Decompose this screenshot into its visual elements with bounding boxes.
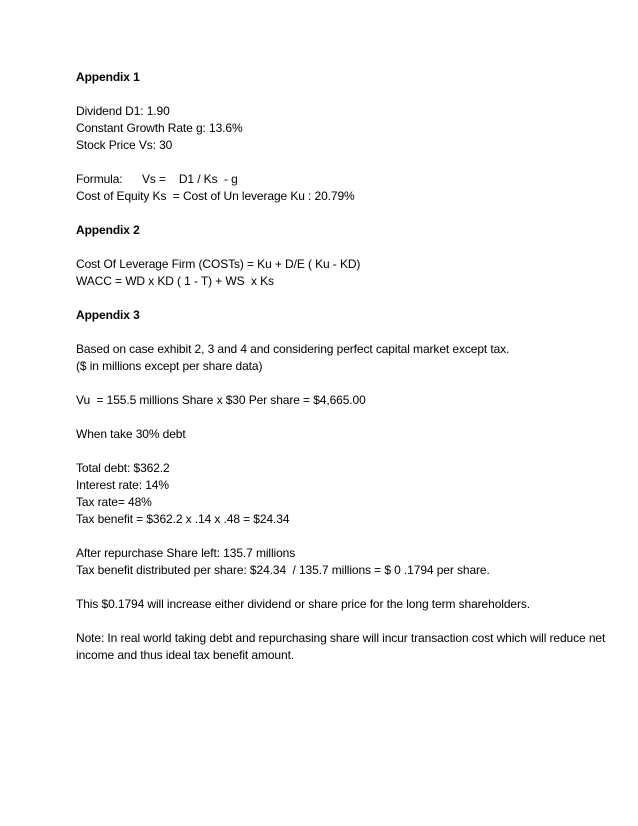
total-debt-line: Total debt: $362.2 xyxy=(76,461,170,475)
spacer xyxy=(76,154,616,171)
unlevered-value-line: Vu = 155.5 millions Share x $30 Per share = $4,665.00 xyxy=(76,393,366,407)
basis-line: Based on case exhibit 2, 3 and 4 and considering perfect capital market except tax. xyxy=(76,342,510,356)
spacer xyxy=(76,239,616,256)
cost-of-leverage-line: Cost Of Leverage Firm (COSTs) = Ku + D/E ( Ku - KD) xyxy=(76,257,361,271)
formula-line: Formula: Vs = D1 / Ks - g xyxy=(76,172,238,186)
shares-left-line: After repurchase Share left: 135.7 millions xyxy=(76,546,296,560)
debt-scenario-line: When take 30% debt xyxy=(76,427,186,441)
increase-line: This $0.1794 will increase either dividend or share price for the long term shareholders. xyxy=(76,597,531,611)
spacer xyxy=(76,579,616,596)
stock-price-line: Stock Price Vs: 30 xyxy=(76,138,173,152)
appendix-1-heading: Appendix 1 xyxy=(76,70,140,84)
spacer xyxy=(76,290,616,307)
appendix-2-heading: Appendix 2 xyxy=(76,223,140,237)
interest-rate-line: Interest rate: 14% xyxy=(76,478,169,492)
cost-of-equity-line: Cost of Equity Ks = Cost of Un leverage Ku : 20.79% xyxy=(76,189,355,203)
spacer xyxy=(76,528,616,545)
units-line: ($ in millions except per share data) xyxy=(76,359,263,373)
spacer xyxy=(76,205,616,222)
note-paragraph: Note: In real world taking debt and repurchasing share will incur transaction cost which will reduce net income and thus ideal tax benefit amount. xyxy=(76,631,606,662)
tax-rate-line: Tax rate= 48% xyxy=(76,495,152,509)
growth-rate-line: Constant Growth Rate g: 13.6% xyxy=(76,121,243,135)
dividend-line: Dividend D1: 1.90 xyxy=(76,104,170,118)
spacer xyxy=(76,409,616,426)
spacer xyxy=(76,375,616,392)
spacer xyxy=(76,443,616,460)
spacer xyxy=(76,86,616,103)
wacc-line: WACC = WD x KD ( 1 - T) + WS x Ks xyxy=(76,274,274,288)
per-share-benefit-line: Tax benefit distributed per share: $24.34 / 135.7 millions = $ 0 .1794 per share. xyxy=(76,563,490,577)
spacer xyxy=(76,324,616,341)
tax-benefit-line: Tax benefit = $362.2 x .14 x .48 = $24.34 xyxy=(76,512,290,526)
spacer xyxy=(76,613,616,630)
document-page xyxy=(76,69,616,664)
appendix-3-heading: Appendix 3 xyxy=(76,308,140,322)
